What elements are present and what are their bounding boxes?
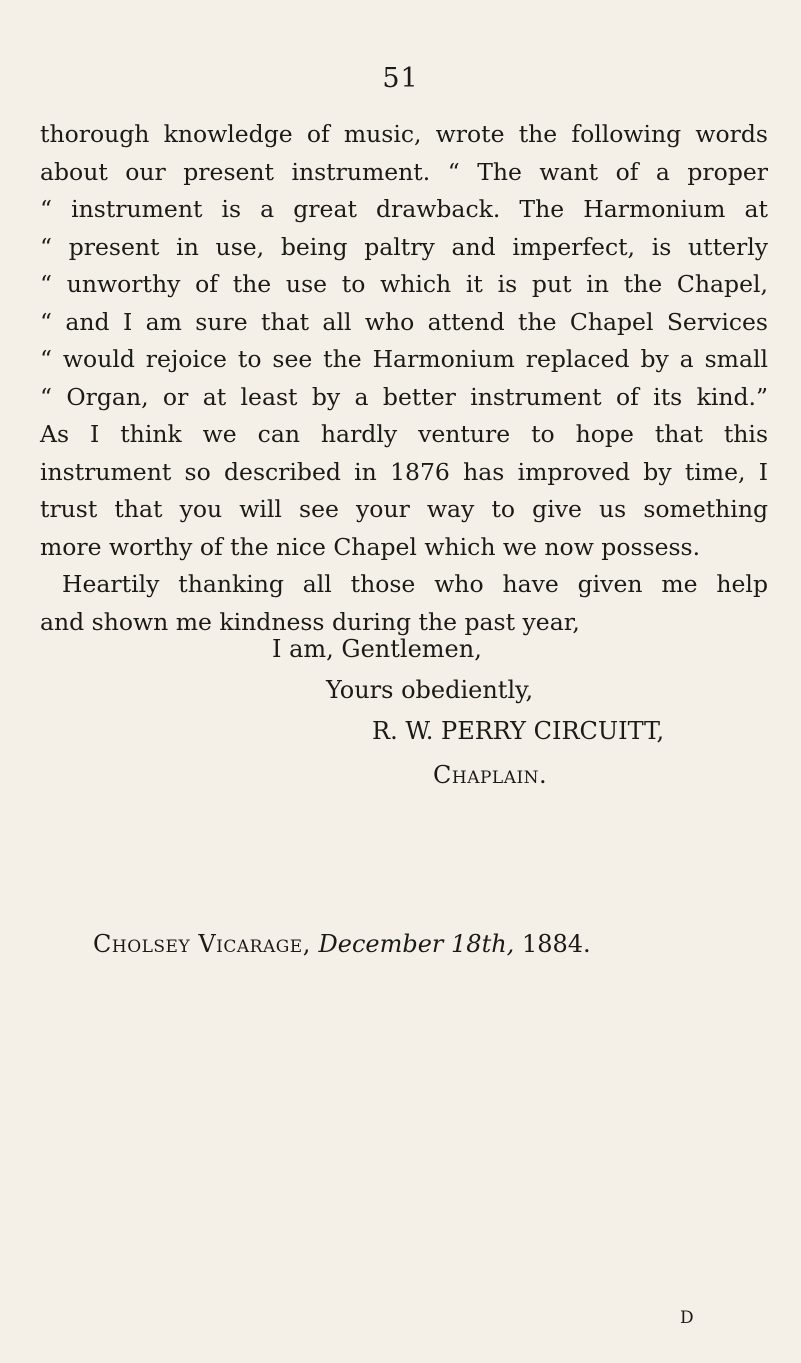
dateline-month: December bbox=[318, 930, 444, 958]
text-line: As I think we can hardly venture to hope that this bbox=[40, 420, 768, 448]
dateline-day: 18th, bbox=[451, 930, 515, 958]
text-line: Heartily thanking all those who have given me help bbox=[62, 570, 768, 598]
text-line: “ unworthy of the use to which it is put in the Chapel, bbox=[40, 270, 768, 298]
text-line: “ and I am sure that all who attend the Chapel Services bbox=[40, 307, 768, 336]
signatory-title: Chaplain. bbox=[433, 761, 548, 789]
page-number: 51 bbox=[382, 63, 419, 94]
text-line: trust that you will see your way to give us something bbox=[40, 495, 768, 523]
text-line: and shown me kindness during the past year, bbox=[40, 607, 580, 636]
letter-body bbox=[40, 116, 768, 641]
text-line: “ Organ, or at least by a better instrument of its kind.” bbox=[40, 382, 768, 411]
text-line: more worthy of the nice Chapel which we now possess. bbox=[40, 532, 701, 561]
signatory-name: R. W. PERRY CIRCUITT, bbox=[372, 717, 665, 745]
valediction: Yours obediently, bbox=[326, 676, 534, 704]
salutation: I am, Gentlemen, bbox=[272, 635, 482, 663]
text-line: instrument so described in 1876 has improved by time, I bbox=[40, 457, 768, 486]
text-line: thorough knowledge of music, wrote the following words bbox=[40, 120, 768, 148]
text-line: “ would rejoice to see the Harmonium replaced by a small bbox=[40, 345, 768, 373]
dateline-year: 1884. bbox=[521, 930, 591, 958]
text-line: “ instrument is a great drawback. The Harmonium at bbox=[40, 195, 768, 223]
printer-signature-mark: D bbox=[680, 1308, 694, 1328]
text-line: about our present instrument. “ The want of a proper bbox=[40, 157, 768, 186]
dateline-place: Cholsey Vicarage, bbox=[93, 930, 311, 958]
text-line: “ present in use, being paltry and imperfect, is utterly bbox=[40, 232, 768, 261]
dateline bbox=[93, 930, 591, 958]
